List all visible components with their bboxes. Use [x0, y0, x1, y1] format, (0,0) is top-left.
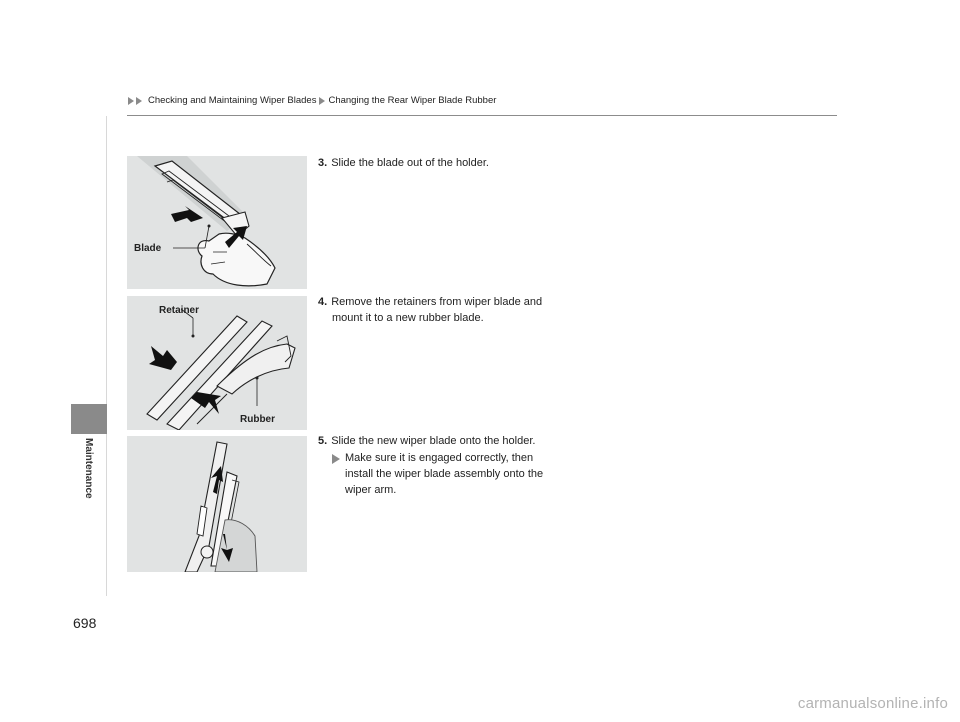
- breadcrumb-item-topic[interactable]: Changing the Rear Wiper Blade Rubber: [328, 95, 497, 106]
- section-label: [82, 438, 96, 538]
- figure-slide-blade-out: [127, 156, 307, 289]
- step-text: Slide the new wiper blade onto the holder.: [331, 435, 536, 447]
- breadcrumb-item-section[interactable]: Checking and Maintaining Wiper Blades: [148, 95, 317, 106]
- step-number: 4.: [318, 296, 328, 308]
- new-blade-holder-illustration: [127, 436, 307, 572]
- blade-holder-illustration: [127, 156, 307, 289]
- step-text: Remove the retainers from wiper blade and: [331, 296, 543, 308]
- step-text: Slide the blade out of the holder.: [331, 157, 489, 169]
- fig2-label-retainer: Retainer: [159, 305, 200, 316]
- breadcrumb: [127, 95, 496, 106]
- header-rule: [127, 115, 837, 116]
- retainer-rubber-illustration: [127, 296, 307, 430]
- fig2-label-rubber: Rubber: [240, 414, 275, 425]
- fig1-label-blade: Blade: [134, 243, 162, 254]
- step-number: 3.: [318, 157, 328, 169]
- step-4: [318, 294, 578, 326]
- figure-remove-retainers: [127, 296, 307, 430]
- step-note: [332, 450, 578, 498]
- figure-slide-new-blade: [127, 436, 307, 572]
- note-line: wiper arm.: [345, 484, 397, 496]
- step-number: 5.: [318, 435, 328, 447]
- step-5: [318, 433, 578, 498]
- breadcrumb-separator-icon: [319, 97, 325, 105]
- section-tab: [71, 404, 107, 434]
- arrow-icon: [171, 206, 203, 222]
- note-arrow-icon: [332, 454, 340, 464]
- note-line: install the wiper blade assembly onto the: [345, 468, 544, 480]
- page-number: 698: [73, 615, 97, 631]
- sidebar-divider: [106, 116, 107, 596]
- section-label-text: Maintenance: [83, 438, 94, 499]
- step-3: [318, 155, 578, 171]
- arrow-icon: [149, 346, 177, 370]
- breadcrumb-arrow-icon: [127, 97, 143, 105]
- step-text-continued: mount it to a new rubber blade.: [332, 312, 484, 324]
- watermark[interactable]: carmanualsonline.info: [797, 695, 948, 712]
- note-line: Make sure it is engaged correctly, then: [345, 452, 534, 464]
